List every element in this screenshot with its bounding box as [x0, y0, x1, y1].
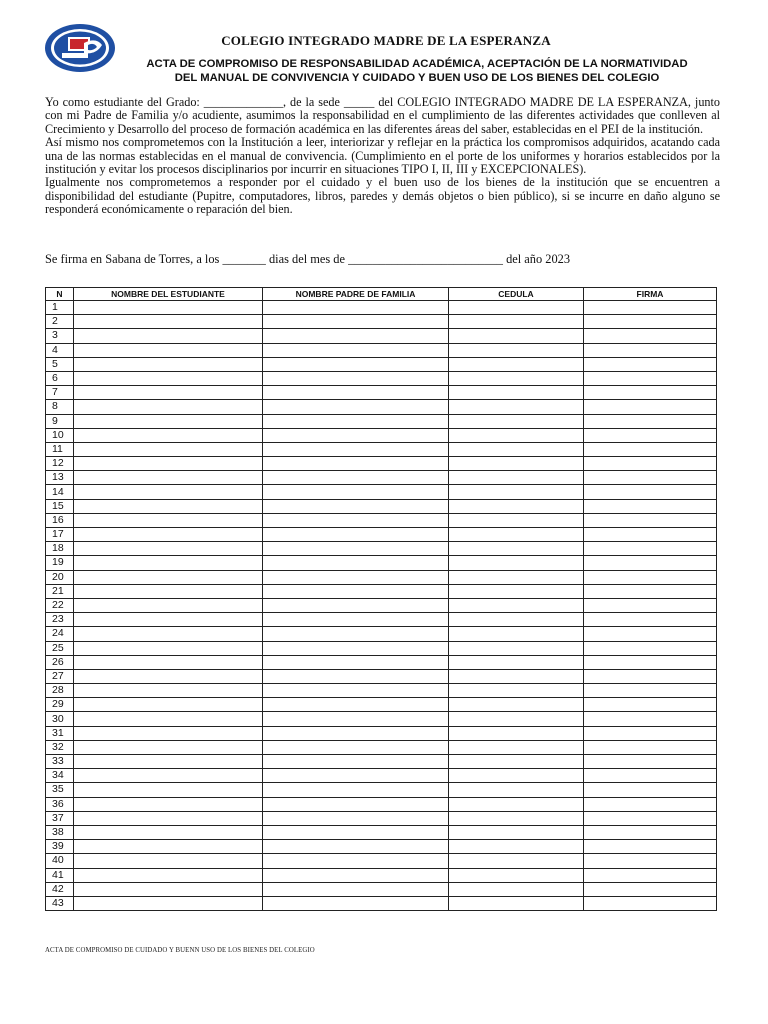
table-row [46, 769, 717, 783]
table-row [46, 854, 717, 868]
parent-name-cell[interactable] [263, 471, 449, 485]
row-number: 7 [46, 386, 74, 400]
parent-name-cell[interactable] [263, 726, 449, 740]
student-name-cell[interactable] [74, 542, 263, 556]
signature-cell[interactable] [584, 684, 717, 698]
commitment-text [45, 96, 720, 217]
row-number: 3 [46, 329, 74, 343]
document-title [114, 58, 720, 85]
student-name-cell[interactable] [74, 712, 263, 726]
signature-cell[interactable] [584, 428, 717, 442]
row-number: 34 [46, 769, 74, 783]
parent-name-cell[interactable] [263, 854, 449, 868]
signature-cell[interactable] [584, 528, 717, 542]
signature-cell[interactable] [584, 740, 717, 754]
header-id-number: CEDULA [449, 288, 584, 301]
student-name-cell[interactable] [74, 414, 263, 428]
parent-name-cell[interactable] [263, 542, 449, 556]
id-number-cell[interactable] [449, 471, 584, 485]
table-row [46, 471, 717, 485]
parent-name-cell[interactable] [263, 556, 449, 570]
student-name-cell[interactable] [74, 684, 263, 698]
table-row [46, 755, 717, 769]
student-name-cell[interactable] [74, 471, 263, 485]
table-row [46, 414, 717, 428]
id-number-cell[interactable] [449, 655, 584, 669]
id-number-cell[interactable] [449, 868, 584, 882]
student-name-cell[interactable] [74, 769, 263, 783]
signature-cell[interactable] [584, 386, 717, 400]
parent-name-cell[interactable] [263, 442, 449, 456]
parent-name-cell[interactable] [263, 769, 449, 783]
parent-name-cell[interactable] [263, 669, 449, 683]
parent-name-cell[interactable] [263, 386, 449, 400]
parent-name-cell[interactable] [263, 712, 449, 726]
table-row [46, 740, 717, 754]
parent-name-cell[interactable] [263, 655, 449, 669]
id-number-cell[interactable] [449, 528, 584, 542]
id-number-cell[interactable] [449, 570, 584, 584]
parent-name-cell[interactable] [263, 698, 449, 712]
signature-date-line: Se firma en Sabana de Torres, a los _______ dias del mes de _________________________ del año 2023 [45, 252, 571, 266]
signature-cell[interactable] [584, 400, 717, 414]
signature-cell[interactable] [584, 641, 717, 655]
signature-cell[interactable] [584, 371, 717, 385]
id-number-cell[interactable] [449, 598, 584, 612]
student-name-cell[interactable] [74, 357, 263, 371]
signature-cell[interactable] [584, 627, 717, 641]
signature-cell[interactable] [584, 570, 717, 584]
student-name-cell[interactable] [74, 726, 263, 740]
signature-cell[interactable] [584, 613, 717, 627]
signature-cell[interactable] [584, 783, 717, 797]
id-number-cell[interactable] [449, 669, 584, 683]
student-name-cell[interactable] [74, 598, 263, 612]
id-number-cell[interactable] [449, 755, 584, 769]
table-row [46, 797, 717, 811]
parent-name-cell[interactable] [263, 598, 449, 612]
id-number-cell[interactable] [449, 641, 584, 655]
parent-name-cell[interactable] [263, 499, 449, 513]
id-number-cell[interactable] [449, 357, 584, 371]
table-row [46, 371, 717, 385]
header-student-name: NOMBRE DEL ESTUDIANTE [74, 288, 263, 301]
row-number: 6 [46, 371, 74, 385]
table-row [46, 712, 717, 726]
row-number: 1 [46, 301, 74, 315]
table-row [46, 726, 717, 740]
id-number-cell[interactable] [449, 684, 584, 698]
student-name-cell[interactable] [74, 485, 263, 499]
signature-cell[interactable] [584, 882, 717, 896]
id-number-cell[interactable] [449, 329, 584, 343]
table-row [46, 499, 717, 513]
table-row [46, 811, 717, 825]
student-name-cell[interactable] [74, 371, 263, 385]
row-number: 40 [46, 854, 74, 868]
student-name-cell[interactable] [74, 428, 263, 442]
id-number-cell[interactable] [449, 556, 584, 570]
parent-name-cell[interactable] [263, 315, 449, 329]
signature-cell[interactable] [584, 811, 717, 825]
row-number: 2 [46, 315, 74, 329]
parent-name-cell[interactable] [263, 811, 449, 825]
table-row [46, 684, 717, 698]
parent-name-cell[interactable] [263, 825, 449, 839]
row-number: 14 [46, 485, 74, 499]
table-row [46, 513, 717, 527]
signature-cell[interactable] [584, 584, 717, 598]
id-number-cell[interactable] [449, 485, 584, 499]
signature-cell[interactable] [584, 825, 717, 839]
signature-cell[interactable] [584, 698, 717, 712]
row-number: 20 [46, 570, 74, 584]
parent-name-cell[interactable] [263, 357, 449, 371]
signature-cell[interactable] [584, 357, 717, 371]
student-name-cell[interactable] [74, 854, 263, 868]
student-name-cell[interactable] [74, 797, 263, 811]
table-row [46, 570, 717, 584]
parent-name-cell[interactable] [263, 882, 449, 896]
table-header-row [46, 288, 717, 301]
parent-name-cell[interactable] [263, 755, 449, 769]
id-number-cell[interactable] [449, 499, 584, 513]
parent-name-cell[interactable] [263, 414, 449, 428]
table-row [46, 655, 717, 669]
table-row [46, 641, 717, 655]
school-name: COLEGIO INTEGRADO MADRE DE LA ESPERANZA [221, 33, 551, 48]
parent-name-cell[interactable] [263, 797, 449, 811]
student-name-cell[interactable] [74, 343, 263, 357]
table-row [46, 627, 717, 641]
id-number-cell[interactable] [449, 698, 584, 712]
student-name-cell[interactable] [74, 740, 263, 754]
parent-name-cell[interactable] [263, 485, 449, 499]
signature-cell[interactable] [584, 499, 717, 513]
row-number: 5 [46, 357, 74, 371]
row-number: 13 [46, 471, 74, 485]
id-number-cell[interactable] [449, 712, 584, 726]
parent-name-cell[interactable] [263, 896, 449, 910]
student-name-cell[interactable] [74, 840, 263, 854]
table-row [46, 357, 717, 371]
signature-cell[interactable] [584, 598, 717, 612]
signature-cell[interactable] [584, 343, 717, 357]
id-number-cell[interactable] [449, 811, 584, 825]
student-name-cell[interactable] [74, 655, 263, 669]
row-number: 32 [46, 740, 74, 754]
signature-cell[interactable] [584, 669, 717, 683]
student-name-cell[interactable] [74, 627, 263, 641]
signature-cell[interactable] [584, 712, 717, 726]
row-number: 22 [46, 598, 74, 612]
parent-name-cell[interactable] [263, 371, 449, 385]
parent-name-cell[interactable] [263, 329, 449, 343]
parent-name-cell[interactable] [263, 684, 449, 698]
id-number-cell[interactable] [449, 442, 584, 456]
table-row [46, 386, 717, 400]
student-name-cell[interactable] [74, 528, 263, 542]
parent-name-cell[interactable] [263, 428, 449, 442]
parent-name-cell[interactable] [263, 613, 449, 627]
signature-cell[interactable] [584, 442, 717, 456]
id-number-cell[interactable] [449, 457, 584, 471]
table-row [46, 301, 717, 315]
row-number: 41 [46, 868, 74, 882]
student-name-cell[interactable] [74, 669, 263, 683]
row-number: 31 [46, 726, 74, 740]
table-row [46, 457, 717, 471]
signature-cell[interactable] [584, 726, 717, 740]
signature-cell[interactable] [584, 896, 717, 910]
id-number-cell[interactable] [449, 882, 584, 896]
row-number: 24 [46, 627, 74, 641]
row-number: 15 [46, 499, 74, 513]
student-name-cell[interactable] [74, 457, 263, 471]
row-number: 36 [46, 797, 74, 811]
table-row [46, 542, 717, 556]
signature-cell[interactable] [584, 868, 717, 882]
signature-cell[interactable] [584, 655, 717, 669]
student-name-cell[interactable] [74, 513, 263, 527]
paragraph-academic-responsibility: Yo como estudiante del Grado: _____________, de la sede _____ del COLEGIO INTEGRADO MADRE DE LA ESPERANZA, junto con mi Padre de Familia y/o acudiente, asumimos la responsabilidad en el cumplimiento de las diferentes actividades que conlleven al Crecimiento y Desarrollo del proceso de formación académica en las diferentes áreas del saber, establecidas en el PEI de la institución. [45, 95, 720, 136]
row-number: 18 [46, 542, 74, 556]
parent-name-cell[interactable] [263, 343, 449, 357]
id-number-cell[interactable] [449, 343, 584, 357]
row-number: 11 [46, 442, 74, 456]
id-number-cell[interactable] [449, 584, 584, 598]
row-number: 16 [46, 513, 74, 527]
student-name-cell[interactable] [74, 315, 263, 329]
row-number: 8 [46, 400, 74, 414]
id-number-cell[interactable] [449, 301, 584, 315]
student-name-cell[interactable] [74, 301, 263, 315]
id-number-cell[interactable] [449, 386, 584, 400]
student-name-cell[interactable] [74, 442, 263, 456]
row-number: 26 [46, 655, 74, 669]
signature-cell[interactable] [584, 471, 717, 485]
parent-name-cell[interactable] [263, 400, 449, 414]
id-number-cell[interactable] [449, 769, 584, 783]
signature-cell[interactable] [584, 457, 717, 471]
student-name-cell[interactable] [74, 825, 263, 839]
signature-cell[interactable] [584, 485, 717, 499]
row-number: 12 [46, 457, 74, 471]
signature-table [45, 287, 716, 911]
table-row [46, 825, 717, 839]
signature-cell[interactable] [584, 840, 717, 854]
id-number-cell[interactable] [449, 825, 584, 839]
table-row [46, 442, 717, 456]
signature-cell[interactable] [584, 542, 717, 556]
row-number: 28 [46, 684, 74, 698]
row-number: 19 [46, 556, 74, 570]
student-name-cell[interactable] [74, 584, 263, 598]
parent-name-cell[interactable] [263, 641, 449, 655]
signature-cell[interactable] [584, 556, 717, 570]
table-row [46, 343, 717, 357]
id-number-cell[interactable] [449, 740, 584, 754]
parent-name-cell[interactable] [263, 740, 449, 754]
header-parent-name: NOMBRE PADRE DE FAMILIA [263, 288, 449, 301]
parent-name-cell[interactable] [263, 570, 449, 584]
table-row [46, 485, 717, 499]
parent-name-cell[interactable] [263, 868, 449, 882]
student-name-cell[interactable] [74, 896, 263, 910]
student-name-cell[interactable] [74, 882, 263, 896]
row-number: 21 [46, 584, 74, 598]
header-n: N [46, 288, 74, 301]
row-number: 27 [46, 669, 74, 683]
page-footer: ACTA DE COMPROMISO DE CUIDADO Y BUENN USO DE LOS BIENES DEL COLEGIO [45, 947, 315, 954]
row-number: 35 [46, 783, 74, 797]
id-number-cell[interactable] [449, 428, 584, 442]
row-number: 43 [46, 896, 74, 910]
parent-name-cell[interactable] [263, 528, 449, 542]
paragraph-coexistence-manual: Así mismo nos comprometemos con la Institución a leer, interiorizar y reflejar en la práctica los compromisos adquiridos, acatando cada una de las normas establecidas en el manual de convivencia. (Cumplimiento en el porte de los uniformes y horarios establecidos por la institución y evitar los procesos disciplinarios por incurrir en situaciones TIPO I, II, III y EXCEPCIONALES). [45, 135, 720, 177]
row-number: 37 [46, 811, 74, 825]
table-row [46, 783, 717, 797]
row-number: 23 [46, 613, 74, 627]
id-number-cell[interactable] [449, 315, 584, 329]
student-name-cell[interactable] [74, 783, 263, 797]
row-number: 39 [46, 840, 74, 854]
student-name-cell[interactable] [74, 329, 263, 343]
table-row [46, 896, 717, 910]
parent-name-cell[interactable] [263, 627, 449, 641]
row-number: 33 [46, 755, 74, 769]
id-number-cell[interactable] [449, 542, 584, 556]
table-row [46, 669, 717, 683]
paragraph-care-of-property: Igualmente nos comprometemos a responder por el cuidado y el buen uso de los bienes de la institución que se encuentren a disponibilidad del estudiante (Pupitre, computadores, libros, paredes y demás objetos o bien público), si se incurre en daño alguno se responderá económicamente o reparación del bien. [45, 175, 720, 217]
id-number-cell[interactable] [449, 840, 584, 854]
signature-cell[interactable] [584, 797, 717, 811]
student-name-cell[interactable] [74, 499, 263, 513]
id-number-cell[interactable] [449, 783, 584, 797]
parent-name-cell[interactable] [263, 301, 449, 315]
parent-name-cell[interactable] [263, 584, 449, 598]
student-name-cell[interactable] [74, 641, 263, 655]
signature-cell[interactable] [584, 315, 717, 329]
signature-cell[interactable] [584, 755, 717, 769]
row-number: 38 [46, 825, 74, 839]
table-row [46, 840, 717, 854]
table-row [46, 613, 717, 627]
parent-name-cell[interactable] [263, 783, 449, 797]
student-name-cell[interactable] [74, 811, 263, 825]
id-number-cell[interactable] [449, 400, 584, 414]
id-number-cell[interactable] [449, 854, 584, 868]
signature-cell[interactable] [584, 854, 717, 868]
row-number: 17 [46, 528, 74, 542]
student-name-cell[interactable] [74, 755, 263, 769]
parent-name-cell[interactable] [263, 513, 449, 527]
table-row [46, 528, 717, 542]
student-name-cell[interactable] [74, 868, 263, 882]
table-row [46, 428, 717, 442]
student-name-cell[interactable] [74, 386, 263, 400]
signature-cell[interactable] [584, 301, 717, 315]
id-number-cell[interactable] [449, 613, 584, 627]
table-row [46, 868, 717, 882]
row-number: 10 [46, 428, 74, 442]
row-number: 4 [46, 343, 74, 357]
table-row [46, 598, 717, 612]
id-number-cell[interactable] [449, 726, 584, 740]
parent-name-cell[interactable] [263, 457, 449, 471]
table-row [46, 315, 717, 329]
student-name-cell[interactable] [74, 698, 263, 712]
id-number-cell[interactable] [449, 797, 584, 811]
table-row [46, 400, 717, 414]
table-row [46, 698, 717, 712]
parent-name-cell[interactable] [263, 840, 449, 854]
row-number: 30 [46, 712, 74, 726]
table-row [46, 882, 717, 896]
row-number: 9 [46, 414, 74, 428]
id-number-cell[interactable] [449, 513, 584, 527]
signature-cell[interactable] [584, 513, 717, 527]
row-number: 25 [46, 641, 74, 655]
table-row [46, 556, 717, 570]
student-name-cell[interactable] [74, 613, 263, 627]
id-number-cell[interactable] [449, 371, 584, 385]
row-number: 42 [46, 882, 74, 896]
signature-cell[interactable] [584, 414, 717, 428]
table-row [46, 584, 717, 598]
student-name-cell[interactable] [74, 570, 263, 584]
signature-cell[interactable] [584, 329, 717, 343]
table-row [46, 329, 717, 343]
student-name-cell[interactable] [74, 556, 263, 570]
signature-cell[interactable] [584, 769, 717, 783]
id-number-cell[interactable] [449, 414, 584, 428]
header-signature: FIRMA [584, 288, 717, 301]
document-title-line-2: DEL MANUAL DE CONVIVENCIA Y CUIDADO Y BUEN USO DE LOS BIENES DEL COLEGIO [174, 71, 660, 84]
id-number-cell[interactable] [449, 896, 584, 910]
document-title-line-1: ACTA DE COMPROMISO DE RESPONSABILIDAD ACADÉMICA, ACEPTACIÓN DE LA NORMATIVIDAD [146, 58, 688, 70]
row-number: 29 [46, 698, 74, 712]
id-number-cell[interactable] [449, 627, 584, 641]
student-name-cell[interactable] [74, 400, 263, 414]
